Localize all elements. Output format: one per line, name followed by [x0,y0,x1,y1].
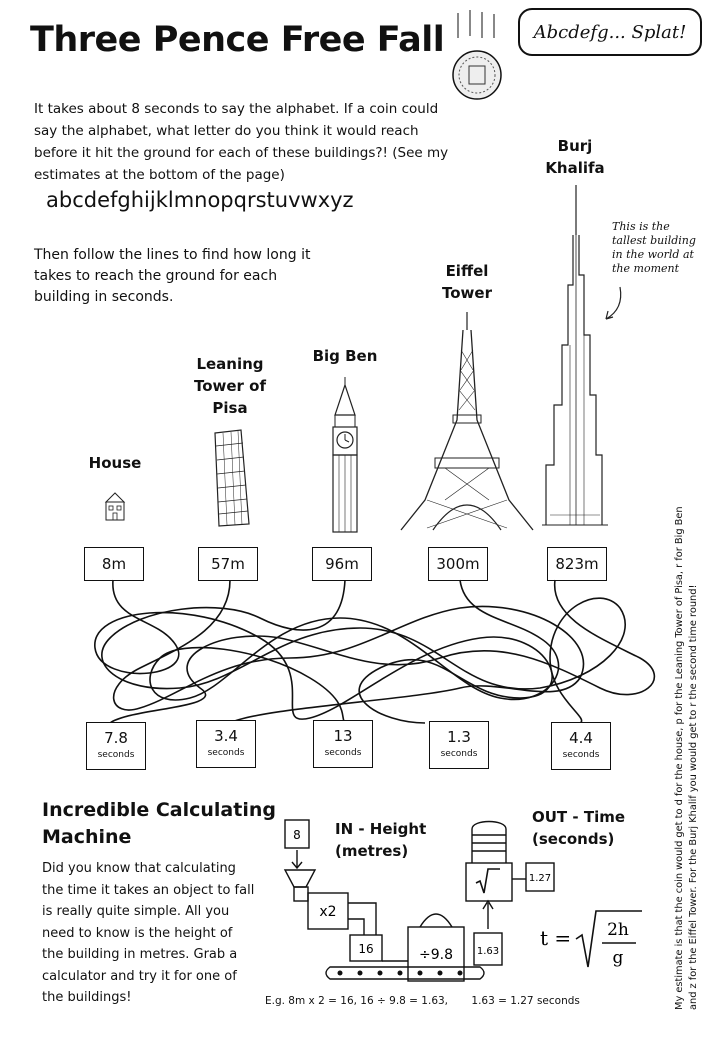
formula-lhs: t = [540,926,572,950]
time-unit: seconds [562,750,600,760]
falling-coin-icon [448,8,518,108]
height-box: 8m [84,547,144,581]
annotation-arrow-icon [600,285,630,325]
out-label: OUT - Time (seconds) [532,808,626,848]
tangled-lines-maze [80,578,680,728]
machine-sixteen: 16 [358,942,374,956]
house-drawing [100,490,130,525]
formula-numerator: 2h [607,920,629,940]
eiffel-tower-drawing [397,310,537,532]
speech-bubble: Abcdefg... Splat! [518,8,702,56]
height-box: 300m [428,547,488,581]
time-box [86,722,146,770]
time-unit: seconds [97,750,135,760]
height-box: 96m [312,547,372,581]
building-name-eiffel: Eiffel Tower [442,262,492,302]
time-value: 13 [333,727,353,745]
machine-input-value: 8 [293,828,301,842]
burj-khalifa-drawing [540,185,610,530]
pisa-drawing [205,428,255,528]
machine-output-value: 1.27 [528,873,552,884]
time-box [551,722,611,770]
alphabet-text: abcdefghijklmnopqrstuvwxyz [46,188,354,212]
time-unit: seconds [440,749,478,759]
time-box [429,721,489,769]
building-name-burj: Burj Khalifa [545,137,605,177]
machine-multiply-label: x2 [319,904,337,920]
intro-text: It takes about 8 seconds to say the alphabet. If a coin could say the alphabet, what letter do you think it would reach before it hit the ground for each of these buildings?! (See my estimates at the bottom of the page) [34,101,449,183]
time-unit: seconds [324,748,362,758]
time-value: 7.8 [104,729,128,747]
worked-example: E.g. 8m x 2 = 16, 16 ÷ 9.8 = 1.63, 1.63 = 1.27 seconds [265,995,580,1007]
building-name-big-ben: Big Ben [312,347,378,365]
time-box [313,720,373,768]
formula-denominator: g [612,948,624,968]
calc-heading: Incredible Calculating Machine [42,799,276,848]
instructions-text: Then follow the lines to find how long it takes to reach the ground for each building in seconds. [34,247,311,305]
page-title: Three Pence Free Fall [30,20,445,60]
calc-body: Did you know that calculating the time it takes an object to fall is really quite simple. All you need to know is the height of the building in metres. Grab a calculator and try it for one of the buildings! [42,861,255,1005]
time-value: 1.3 [447,728,471,746]
time-value: 4.4 [569,729,593,747]
height-box: 57m [198,547,258,581]
building-name-pisa: Leaning Tower of Pisa [193,355,267,417]
height-box: 823m [547,547,607,581]
in-label: IN - Height (metres) [335,820,427,860]
square-root-icon [476,869,500,893]
building-name-house: House [88,454,142,472]
time-unit: seconds [207,748,245,758]
machine-divide-label: ÷9.8 [419,947,453,963]
calculating-machine-drawing [280,815,580,990]
estimate-note: My estimate is that the coin would get to d for the house, p for the Leaning Tower of Pisa, r for Big Ben and z for the Eiffel Tower. For the Burj Khalif you would get to r the second time round! [674,506,699,1010]
time-box [196,720,256,768]
fall-time-formula [538,905,648,975]
machine-result: 1.63 [476,946,500,957]
time-value: 3.4 [214,727,238,745]
burj-annotation: This is the tallest building in the world at the moment [612,220,696,275]
big-ben-drawing [323,375,368,535]
